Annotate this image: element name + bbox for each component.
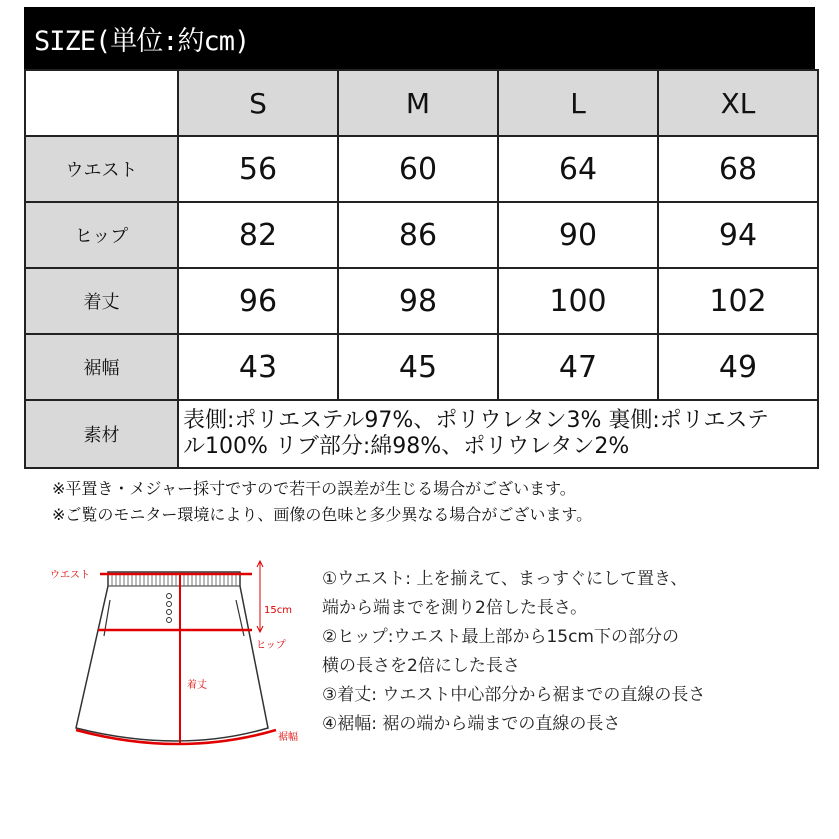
skirt-diagram xyxy=(40,558,320,758)
hip-xl: 94 xyxy=(658,202,818,268)
length-xl: 102 xyxy=(658,268,818,334)
waist-m: 60 xyxy=(338,136,498,202)
hem-l: 47 xyxy=(498,334,658,400)
waist-xl: 68 xyxy=(658,136,818,202)
note-monitor: ※ご覧のモニター環境により、画像の色味と多少異なる場合がございます。 xyxy=(52,505,593,524)
material-line-1: 表側:ポリエステル97%、ポリウレタン3% 裏側:ポリエステ xyxy=(183,408,769,433)
hem-label: 裾幅 xyxy=(278,732,298,743)
length-l: 100 xyxy=(498,268,658,334)
desc-line-5: ③着丈: ウエスト中心部分から裾までの直線の長さ xyxy=(322,685,706,705)
hem-m: 45 xyxy=(338,334,498,400)
size-title: SIZE(単位:約cm) xyxy=(34,26,250,57)
hem-s: 43 xyxy=(178,334,338,400)
length-m: 98 xyxy=(338,268,498,334)
row-label-waist: ウエスト xyxy=(25,136,178,202)
corner-cell xyxy=(25,70,178,136)
desc-line-1: ①ウエスト: 上を揃えて、まっすぐにして置き、 xyxy=(322,569,688,589)
notes xyxy=(52,476,592,528)
desc-line-3: ②ヒップ:ウエスト最上部から15cm下の部分の xyxy=(322,627,679,647)
row-waist xyxy=(25,136,818,202)
hem-xl: 49 xyxy=(658,334,818,400)
row-label-material: 素材 xyxy=(25,400,178,468)
col-header-m: M xyxy=(338,70,498,136)
length-label: 着丈 xyxy=(187,680,207,691)
row-label-hip: ヒップ xyxy=(25,202,178,268)
skirt-outline xyxy=(76,572,268,741)
desc-line-4: 横の長さを2倍にした長さ xyxy=(322,656,520,676)
material-value xyxy=(178,400,818,468)
length-s: 96 xyxy=(178,268,338,334)
hip-m: 86 xyxy=(338,202,498,268)
size-header-row xyxy=(25,70,818,136)
size-header xyxy=(24,7,815,71)
row-hem xyxy=(25,334,818,400)
row-label-hem: 裾幅 xyxy=(25,334,178,400)
offset-label: 15cm xyxy=(264,605,292,616)
measurement-descriptions xyxy=(322,565,705,739)
note-measurement: ※平置き・メジャー採寸ですので若干の誤差が生じる場合がございます。 xyxy=(52,479,576,498)
size-table xyxy=(24,69,819,469)
material-line-2: ル100% リブ部分:綿98%、ポリウレタン2% xyxy=(183,434,630,459)
col-header-l: L xyxy=(498,70,658,136)
hip-label: ヒップ xyxy=(256,640,286,651)
row-material xyxy=(25,400,818,468)
hip-s: 82 xyxy=(178,202,338,268)
desc-line-6: ④裾幅: 裾の端から端までの直線の長さ xyxy=(322,714,621,734)
waist-label: ウエスト xyxy=(50,570,90,581)
hip-l: 90 xyxy=(498,202,658,268)
row-label-length: 着丈 xyxy=(25,268,178,334)
waist-s: 56 xyxy=(178,136,338,202)
waist-l: 64 xyxy=(498,136,658,202)
row-length xyxy=(25,268,818,334)
col-header-s: S xyxy=(178,70,338,136)
row-hip xyxy=(25,202,818,268)
col-header-xl: XL xyxy=(658,70,818,136)
desc-line-2: 端から端までを測り2倍した長さ。 xyxy=(322,598,588,618)
